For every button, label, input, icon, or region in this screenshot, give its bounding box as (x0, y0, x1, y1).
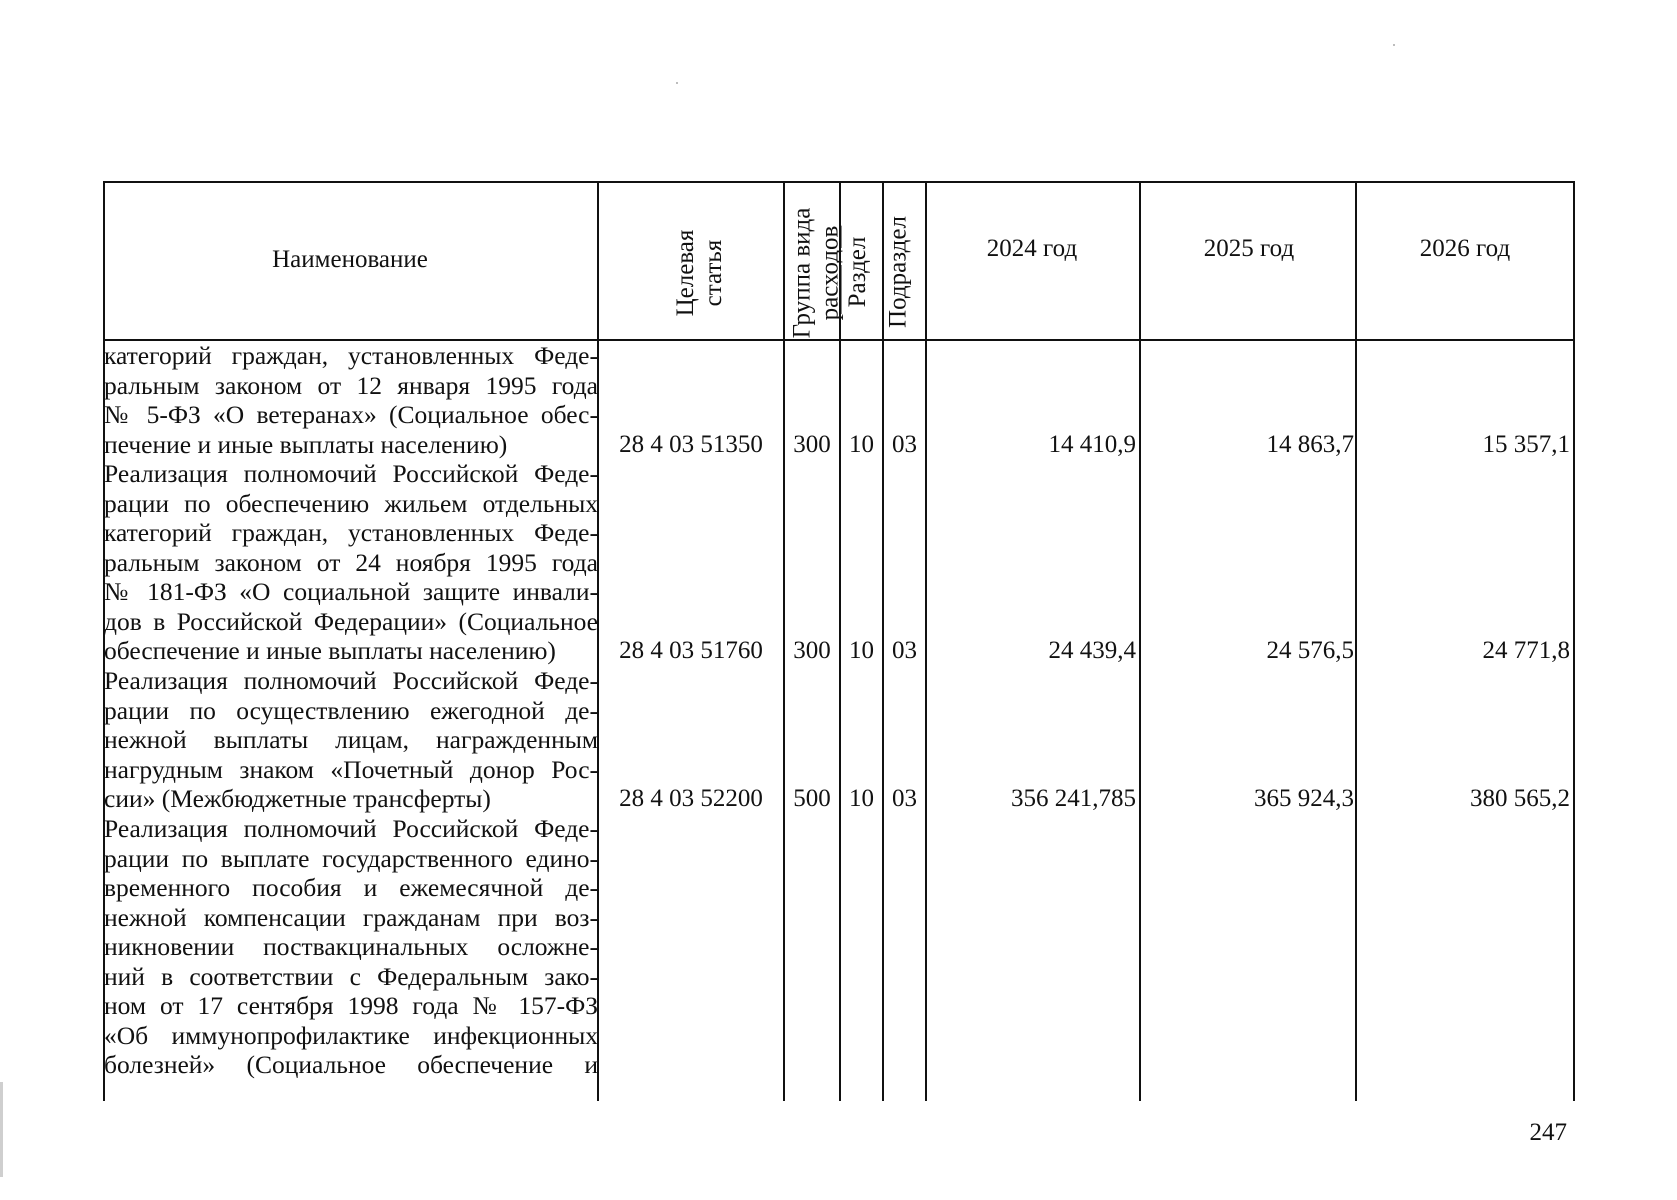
row-2-2024: 24 439,4 (1048, 637, 1136, 664)
row-2-2026: 24 771,8 (1482, 637, 1570, 664)
row-4-name-line: «Об иммунопрофилактике инфекционных (104, 1020, 598, 1050)
header-expense-group (789, 201, 845, 346)
header-section-label: Раздел (844, 236, 871, 308)
row-3-name-line: Реализация полномочий Российской Феде- (104, 666, 598, 695)
row-2-name (104, 459, 598, 666)
row-1-name-line: категорий граждан, установленных Феде- (104, 341, 598, 370)
row-4-name-line: никновении поствакцинальных осложне- (104, 932, 598, 961)
row-2-name-line: дов в Российской Федерации» (Социальное (104, 606, 598, 636)
header-target-article-line1: Целевая (672, 229, 699, 317)
row-3-subsection: 03 (892, 785, 917, 812)
col-border-right (1573, 181, 1575, 1101)
row-4-name (104, 814, 598, 1080)
col-border-2025 (1355, 181, 1357, 1101)
row-2-2025: 24 576,5 (1266, 637, 1354, 664)
row-4-name-line: болезней» (Социальное обеспечение и (104, 1050, 598, 1079)
header-2025: 2025 год (1203, 235, 1295, 262)
row-2-name-line: ральным законом от 24 ноября 1995 года (104, 547, 598, 577)
row-2-subsection: 03 (892, 637, 917, 664)
row-1-name-line: ральным законом от 12 января 1995 года (104, 370, 598, 400)
scan-dust-dot (676, 82, 678, 84)
row-1-name-line: № 5-ФЗ «О ветеранах» (Социальное обес- (104, 400, 598, 429)
col-border-2024 (1139, 181, 1141, 1101)
row-2-name-line: категорий граждан, установленных Феде- (104, 518, 598, 547)
header-expense-group-line1: Группа вида (788, 207, 816, 339)
row-3-2025: 365 924,3 (1254, 785, 1354, 812)
row-3-section: 10 (849, 785, 874, 812)
header-target-article (672, 203, 728, 343)
row-3-target-article: 28 4 03 52200 (619, 785, 763, 812)
row-1-2026: 15 357,1 (1482, 431, 1570, 458)
scan-edge-mark (0, 1082, 3, 1177)
header-name: Наименование (272, 246, 428, 273)
row-1-section: 10 (849, 431, 874, 458)
row-3-expense-group: 500 (793, 785, 831, 812)
row-2-name-line: Реализация полномочий Российской Феде- (104, 459, 598, 488)
row-4-name-line: нежной компенсации гражданам при воз- (104, 902, 598, 932)
row-3-name-line: нагрудным знаком «Почетный донор Рос- (104, 754, 598, 784)
row-3-name-line: сии» (Межбюджетные трансферты) (104, 784, 491, 813)
row-1-target-article: 28 4 03 51350 (619, 431, 763, 458)
row-1-name (104, 341, 598, 459)
header-subsection (885, 200, 913, 345)
row-2-name-line: № 181-ФЗ «О социальной защите инвали- (104, 577, 598, 606)
header-2026: 2026 год (1419, 235, 1511, 262)
row-3-2026: 380 565,2 (1470, 785, 1570, 812)
row-1-2025: 14 863,7 (1266, 431, 1354, 458)
page-number: 247 (1529, 1119, 1567, 1146)
row-2-name-line: рации по обеспечению жильем отдельных (104, 488, 598, 518)
row-4-name-line: Реализация полномочий Российской Феде- (104, 814, 598, 843)
row-2-name-line: обеспечение и иные выплаты населению) (104, 636, 556, 665)
row-2-expense-group: 300 (793, 637, 831, 664)
row-1-expense-group: 300 (793, 431, 831, 458)
row-3-name (104, 666, 598, 814)
row-4-name-line: ном от 17 сентября 1998 года № 157-ФЗ (104, 991, 598, 1020)
row-3-name-line: рации по осуществлению ежегодной де- (104, 695, 598, 725)
header-section (844, 217, 872, 327)
row-2-section: 10 (849, 637, 874, 664)
row-2-target-article: 28 4 03 51760 (619, 637, 763, 664)
row-4-name-line: ний в соответствии с Федеральным зако- (104, 961, 598, 991)
row-3-name-line: нежной выплаты лицам, награжденным (104, 725, 598, 754)
row-4-name-line: временного пособия и ежемесячной де- (104, 873, 598, 902)
header-2024: 2024 год (986, 235, 1078, 262)
scan-dust-dot (1393, 44, 1395, 46)
header-expense-group-line2: расходов (816, 225, 844, 321)
header-subsection-label: Подраздел (884, 216, 912, 328)
row-4-name-line: рации по выплате государственного едино- (104, 843, 598, 873)
row-1-name-line: печение и иные выплаты населению) (104, 429, 508, 459)
header-target-article-line2: статья (700, 239, 727, 307)
row-1-subsection: 03 (892, 431, 917, 458)
row-3-2024: 356 241,785 (1011, 785, 1136, 812)
row-1-2024: 14 410,9 (1048, 431, 1136, 458)
